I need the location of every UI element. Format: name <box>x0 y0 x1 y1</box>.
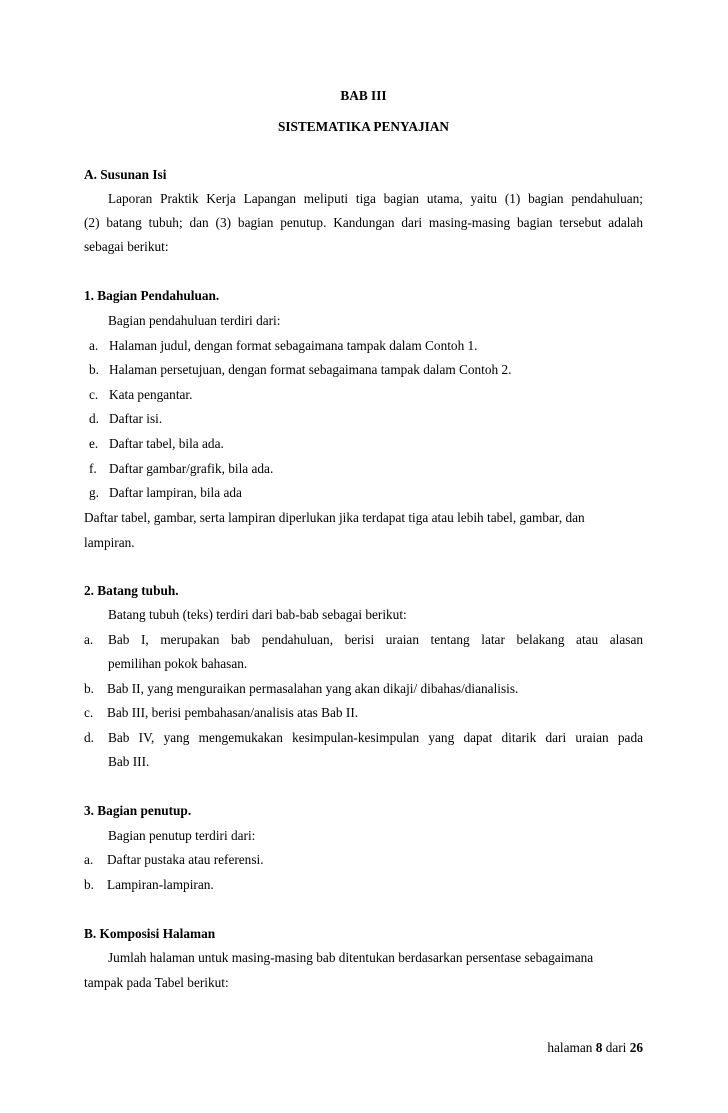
part1-heading: 1. Bagian Pendahuluan. <box>84 288 220 303</box>
list-text: Kata pengantar. <box>109 387 193 402</box>
part2-heading: 2. Batang tubuh. <box>84 583 179 598</box>
list-marker: f. <box>89 461 97 476</box>
section-a-paragraph-line: (2) batang tubuh; dan (3) bagian penutup. Kandungan dari masing-masing bagian tersebut adalah <box>84 215 643 230</box>
list-text: Bab I, merupakan bab pendahuluan, berisi uraian tentang latar belakang atau alasan <box>108 632 643 647</box>
list-text: pemilihan pokok bahasan. <box>108 656 248 671</box>
page-footer <box>500 1040 643 1056</box>
footer-page-total: 26 <box>629 1040 643 1055</box>
list-marker: e. <box>89 436 99 451</box>
list-marker: d. <box>84 730 94 745</box>
part1-note-line: lampiran. <box>84 535 135 550</box>
list-text: Bab III, berisi pembahasan/analisis atas Bab II. <box>107 705 359 720</box>
footer-mid: dari <box>602 1040 630 1055</box>
list-marker: b. <box>89 362 99 377</box>
list-text: Bab III. <box>108 754 150 769</box>
list-marker: c. <box>89 387 99 402</box>
list-item <box>84 705 643 721</box>
list-text: Halaman judul, dengan format sebagaimana tampak dalam Contoh 1. <box>109 338 478 353</box>
list-marker: a. <box>89 338 99 353</box>
list-marker: c. <box>84 705 94 720</box>
footer-prefix: halaman <box>547 1040 596 1055</box>
list-text: Bab II, yang menguraikan permasalahan yang akan dikaji/ dibahas/dianalisis. <box>107 681 519 696</box>
list-text: Lampiran-lampiran. <box>107 877 214 892</box>
list-marker: b. <box>84 877 94 892</box>
list-item <box>84 852 643 868</box>
section-a-heading: A. Susunan Isi <box>84 167 167 182</box>
list-item <box>89 338 643 354</box>
list-item <box>84 681 643 697</box>
list-text: Halaman persetujuan, dengan format sebagaimana tampak dalam Contoh 2. <box>109 362 512 377</box>
list-text: Daftar lampiran, bila ada <box>109 485 242 500</box>
list-marker: a. <box>84 632 94 647</box>
list-item <box>89 485 643 501</box>
list-marker: b. <box>84 681 94 696</box>
section-b-paragraph-line: tampak pada Tabel berikut: <box>84 975 229 990</box>
list-marker: d. <box>89 411 99 426</box>
list-item <box>84 877 643 893</box>
list-item <box>89 411 643 427</box>
section-a-paragraph-line: sebagai berikut: <box>84 239 169 254</box>
chapter-number: BAB III <box>340 88 387 103</box>
list-text: Bab IV, yang mengemukakan kesimpulan-kesimpulan yang dapat ditarik dari uraian pada <box>108 730 643 745</box>
list-item <box>89 436 643 452</box>
part1-note-line: Daftar tabel, gambar, serta lampiran diperlukan jika terdapat tiga atau lebih tabel, gambar, dan <box>84 510 585 525</box>
part3-heading: 3. Bagian penutup. <box>84 803 192 818</box>
list-text: Daftar isi. <box>109 411 163 426</box>
part2-intro: Batang tubuh (teks) terdiri dari bab-bab sebagai berikut: <box>108 607 407 622</box>
list-item <box>89 387 643 403</box>
chapter-title: SISTEMATIKA PENYAJIAN <box>277 119 450 134</box>
list-text: Daftar pustaka atau referensi. <box>107 852 264 867</box>
list-marker: g. <box>89 485 99 500</box>
part1-intro: Bagian pendahuluan terdiri dari: <box>108 313 281 328</box>
list-marker: a. <box>84 852 94 867</box>
section-a-paragraph-line: Laporan Praktik Kerja Lapangan meliputi tiga bagian utama, yaitu (1) bagian pendahuluan; <box>108 191 643 206</box>
section-b-paragraph-line: Jumlah halaman untuk masing-masing bab ditentukan berdasarkan persentase sebagaimana <box>108 950 594 965</box>
list-item <box>89 461 643 477</box>
part3-intro: Bagian penutup terdiri dari: <box>108 828 256 843</box>
list-item <box>89 362 643 378</box>
list-text: Daftar gambar/grafik, bila ada. <box>109 461 274 476</box>
section-b-heading: B. Komposisi Halaman <box>84 926 216 941</box>
footer-page-number: 8 <box>595 1040 603 1055</box>
list-text: Daftar tabel, bila ada. <box>109 436 224 451</box>
